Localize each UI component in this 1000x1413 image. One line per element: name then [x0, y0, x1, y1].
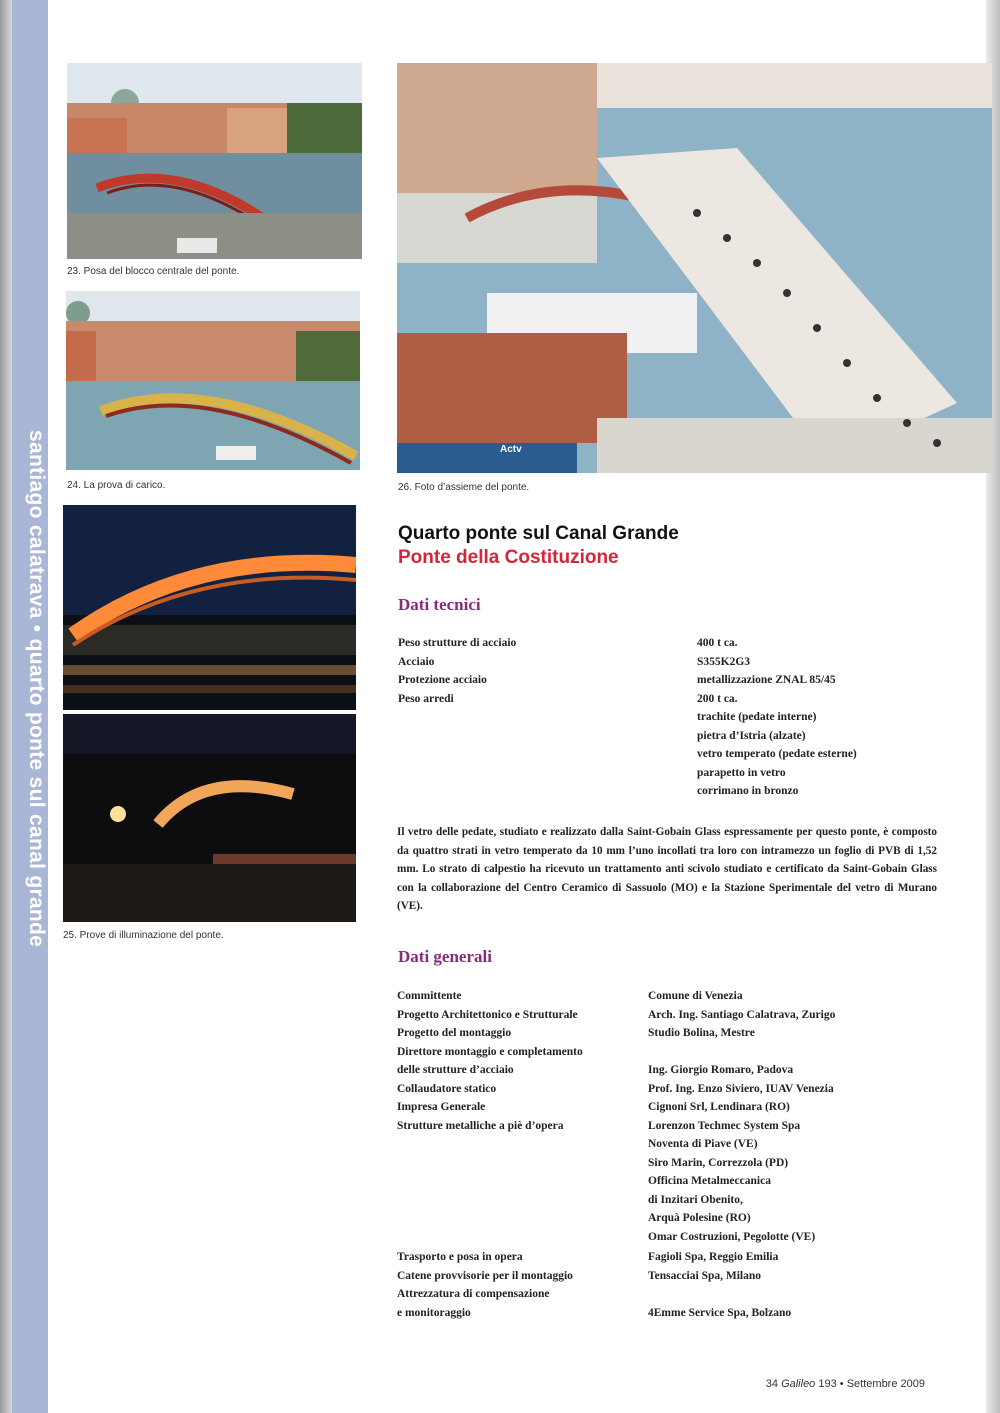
generali-label: Trasporto e posa in opera	[397, 1251, 523, 1263]
tecnici-label: Peso strutture di acciaio	[398, 637, 517, 649]
generali-label: Strutture metalliche a piè d’opera	[397, 1119, 564, 1132]
generali-value: Comune di Venezia	[648, 990, 743, 1002]
tecnici-value: 200 t ca.	[697, 692, 738, 705]
generali-value: Omar Costruzioni, Pegolotte (VE)	[648, 1230, 816, 1243]
generali-value: 4Emme Service Spa, Bolzano	[648, 1306, 792, 1319]
photo-23-bridge-placement	[67, 63, 362, 259]
generali-label: Catene provvisorie per il montaggio	[397, 1269, 573, 1282]
generali-value	[648, 1043, 835, 1062]
generali-value: Officina Metalmeccanica	[648, 1175, 771, 1187]
scan-edge-left	[0, 0, 12, 1413]
generali-value: Studio Bolina, Mestre	[648, 1027, 755, 1039]
tecnici-value: metallizzazione ZNAL 85/45	[697, 674, 836, 686]
generali-value: Prof. Ing. Enzo Siviero, IUAV Venezia	[648, 1082, 834, 1095]
generali-value: Noventa di Piave (VE)	[648, 1138, 758, 1150]
generali-value: Arch. Ing. Santiago Calatrava, Zurigo	[648, 1008, 836, 1021]
actv-sign: Actv	[500, 444, 522, 455]
generali-labels-b	[397, 1248, 573, 1322]
photo-26-bridge-overview	[397, 63, 992, 473]
generali-labels-a	[397, 987, 583, 1135]
photo-25-night-detail	[63, 714, 356, 922]
tecnici-values	[697, 634, 857, 801]
generali-value: Lorenzon Techmec System Spa	[648, 1119, 801, 1132]
generali-value: Fagioli Spa, Reggio Emilia	[648, 1251, 779, 1263]
generali-value: di Inzitari Obenito,	[648, 1193, 743, 1206]
generali-label: Collaudatore statico	[397, 1082, 497, 1095]
photo-24-load-test	[66, 291, 360, 470]
footer-separator: •	[839, 1378, 844, 1390]
article-title: Quarto ponte sul Canal Grande	[398, 523, 679, 544]
tecnici-value: corrimano in bronzo	[697, 785, 799, 797]
photo-25-night-illumination	[63, 505, 356, 710]
generali-label: Progetto Architettonico e Strutturale	[397, 1008, 578, 1021]
generali-value: Cignoni Srl, Lendinara (RO)	[648, 1101, 790, 1113]
tecnici-value: vetro temperato (pedate esterne)	[697, 748, 857, 760]
generali-label: Committente	[397, 990, 462, 1002]
heading-dati-tecnici: Dati tecnici	[398, 595, 481, 614]
generali-value	[648, 1285, 791, 1304]
tecnici-value: S355K2G3	[697, 655, 751, 668]
caption-24: 24. La prova di carico.	[67, 480, 166, 491]
heading-dati-generali: Dati generali	[398, 947, 492, 966]
tecnici-label: Peso arredi	[398, 692, 454, 705]
generali-label: Impresa Generale	[397, 1101, 486, 1113]
page-number: 34	[765, 1378, 778, 1390]
generali-label: Attrezzatura di compensazione	[397, 1288, 550, 1300]
caption-25: 25. Prove di illuminazione del ponte.	[63, 930, 224, 941]
generali-label: e monitoraggio	[397, 1306, 471, 1319]
tecnici-value: parapetto in vetro	[697, 766, 786, 779]
generali-label: delle strutture d’acciaio	[397, 1064, 514, 1076]
tecnici-value: trachite (pedate interne)	[697, 711, 817, 723]
issue-date: Settembre 2009	[846, 1378, 925, 1390]
generali-value: Ing. Giorgio Romaro, Padova	[648, 1064, 794, 1076]
caption-26: 26. Foto d’assieme del ponte.	[398, 482, 530, 493]
generali-values-a	[648, 987, 835, 1246]
side-band-text	[24, 430, 48, 466]
generali-value: Siro Marin, Correzzola (PD)	[648, 1156, 789, 1169]
magazine-name: Galileo	[781, 1378, 816, 1390]
generali-value: Arquà Polesine (RO)	[648, 1212, 751, 1224]
article-subtitle: Ponte della Costituzione	[398, 547, 619, 568]
tecnici-labels	[398, 634, 516, 708]
caption-23: 23. Posa del blocco centrale del ponte.	[67, 266, 240, 277]
issue-number: 193	[818, 1378, 837, 1390]
generali-value: Tensacciai Spa, Milano	[648, 1269, 761, 1282]
tecnici-value: pietra d’Istria (alzate)	[697, 729, 806, 742]
glass-paragraph: Il vetro delle pedate, studiato e realizzato dalla Saint-Gobain Glass espressamente per questo ponte, è composto da quattro strati in vetro temperato da 10 mm l’uno incollati tra loro con intramezzo un foglio di PVB di 1,52 mm. Lo strato di calpestio ha ricevuto un trattamento anti scivolo studiato e certificato da Saint-Gobain Glass con la collaborazione del Centro Ceramico di Sassuolo (MO) e la Stazione Sperimentale del vetro di Murano (VE).	[397, 826, 937, 912]
page-footer	[766, 1378, 925, 1390]
tecnici-label: Acciaio	[398, 655, 435, 668]
tecnici-value: 400 t ca.	[697, 637, 738, 649]
generali-values-b	[648, 1248, 791, 1322]
generali-label: Progetto del montaggio	[397, 1027, 512, 1039]
generali-label: Direttore montaggio e completamento	[397, 1045, 583, 1058]
tecnici-label: Protezione acciaio	[398, 674, 487, 686]
